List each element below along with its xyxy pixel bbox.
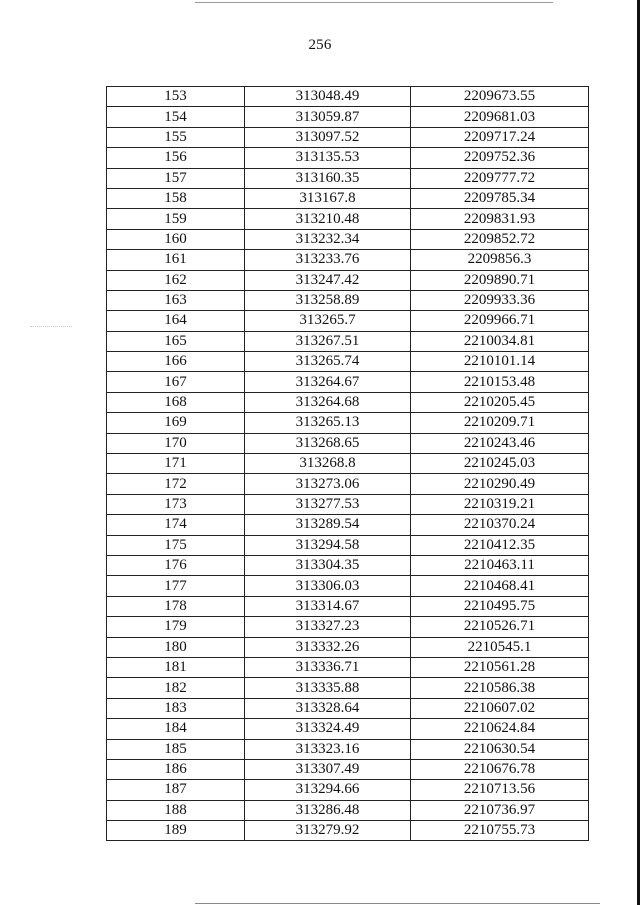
table-row xyxy=(107,127,589,147)
x-coordinate-cell: 313294.58 xyxy=(245,535,411,555)
point-number-cell: 177 xyxy=(107,576,245,596)
x-coordinate-cell: 313289.54 xyxy=(245,515,411,535)
y-coordinate-cell: 2209717.24 xyxy=(411,127,589,147)
point-number-cell: 154 xyxy=(107,107,245,127)
point-number-cell: 180 xyxy=(107,637,245,657)
table-row xyxy=(107,474,589,494)
table-row xyxy=(107,800,589,820)
page-number: 256 xyxy=(308,37,332,53)
table-row xyxy=(107,515,589,535)
point-number-cell: 179 xyxy=(107,617,245,637)
x-coordinate-cell: 313210.48 xyxy=(245,209,411,229)
point-number-cell: 174 xyxy=(107,515,245,535)
x-coordinate-cell: 313247.42 xyxy=(245,270,411,290)
x-coordinate-cell: 313323.16 xyxy=(245,739,411,759)
x-coordinate-cell: 313059.87 xyxy=(245,107,411,127)
point-number-cell: 162 xyxy=(107,270,245,290)
table-row xyxy=(107,821,589,841)
y-coordinate-cell: 2210468.41 xyxy=(411,576,589,596)
coordinate-table xyxy=(106,86,589,841)
x-coordinate-cell: 313306.03 xyxy=(245,576,411,596)
y-coordinate-cell: 2210495.75 xyxy=(411,596,589,616)
point-number-cell: 155 xyxy=(107,127,245,147)
y-coordinate-cell: 2210243.46 xyxy=(411,433,589,453)
x-coordinate-cell: 313273.06 xyxy=(245,474,411,494)
x-coordinate-cell: 313268.8 xyxy=(245,454,411,474)
y-coordinate-cell: 2210630.54 xyxy=(411,739,589,759)
point-number-cell: 157 xyxy=(107,168,245,188)
y-coordinate-cell: 2209933.36 xyxy=(411,290,589,310)
table-row xyxy=(107,87,589,107)
point-number-cell: 183 xyxy=(107,698,245,718)
y-coordinate-cell: 2210526.71 xyxy=(411,617,589,637)
point-number-cell: 169 xyxy=(107,413,245,433)
x-coordinate-cell: 313264.68 xyxy=(245,392,411,412)
x-coordinate-cell: 313097.52 xyxy=(245,127,411,147)
x-coordinate-cell: 313265.7 xyxy=(245,311,411,331)
x-coordinate-cell: 313324.49 xyxy=(245,719,411,739)
top-edge-line xyxy=(195,2,553,3)
y-coordinate-cell: 2210290.49 xyxy=(411,474,589,494)
y-coordinate-cell: 2210319.21 xyxy=(411,494,589,514)
table-row xyxy=(107,617,589,637)
point-number-cell: 165 xyxy=(107,331,245,351)
y-coordinate-cell: 2210713.56 xyxy=(411,780,589,800)
table-row xyxy=(107,719,589,739)
table-row xyxy=(107,780,589,800)
y-coordinate-cell: 2209831.93 xyxy=(411,209,589,229)
x-coordinate-cell: 313232.34 xyxy=(245,229,411,249)
table-row xyxy=(107,229,589,249)
table-row xyxy=(107,576,589,596)
point-number-cell: 167 xyxy=(107,372,245,392)
point-number-cell: 171 xyxy=(107,454,245,474)
table-row xyxy=(107,678,589,698)
y-coordinate-cell: 2210586.38 xyxy=(411,678,589,698)
y-coordinate-cell: 2210209.71 xyxy=(411,413,589,433)
table-row xyxy=(107,372,589,392)
table-row xyxy=(107,555,589,575)
point-number-cell: 187 xyxy=(107,780,245,800)
point-number-cell: 153 xyxy=(107,87,245,107)
point-number-cell: 185 xyxy=(107,739,245,759)
x-coordinate-cell: 313277.53 xyxy=(245,494,411,514)
x-coordinate-cell: 313327.23 xyxy=(245,617,411,637)
y-coordinate-cell: 2210412.35 xyxy=(411,535,589,555)
y-coordinate-cell: 2210755.73 xyxy=(411,821,589,841)
table-row xyxy=(107,739,589,759)
table-row xyxy=(107,454,589,474)
y-coordinate-cell: 2209852.72 xyxy=(411,229,589,249)
point-number-cell: 188 xyxy=(107,800,245,820)
y-coordinate-cell: 2210561.28 xyxy=(411,657,589,677)
point-number-cell: 189 xyxy=(107,821,245,841)
x-coordinate-cell: 313267.51 xyxy=(245,331,411,351)
scan-artifact xyxy=(30,326,72,328)
point-number-cell: 170 xyxy=(107,433,245,453)
x-coordinate-cell: 313328.64 xyxy=(245,698,411,718)
x-coordinate-cell: 313264.67 xyxy=(245,372,411,392)
point-number-cell: 184 xyxy=(107,719,245,739)
point-number-cell: 160 xyxy=(107,229,245,249)
table-row xyxy=(107,148,589,168)
table-row xyxy=(107,494,589,514)
y-coordinate-cell: 2209752.36 xyxy=(411,148,589,168)
table-row xyxy=(107,209,589,229)
table-row xyxy=(107,637,589,657)
point-number-cell: 166 xyxy=(107,352,245,372)
point-number-cell: 168 xyxy=(107,392,245,412)
y-coordinate-cell: 2209890.71 xyxy=(411,270,589,290)
table-row xyxy=(107,290,589,310)
y-coordinate-cell: 2209966.71 xyxy=(411,311,589,331)
y-coordinate-cell: 2210034.81 xyxy=(411,331,589,351)
y-coordinate-cell: 2210624.84 xyxy=(411,719,589,739)
point-number-cell: 181 xyxy=(107,657,245,677)
x-coordinate-cell: 313265.13 xyxy=(245,413,411,433)
x-coordinate-cell: 313167.8 xyxy=(245,188,411,208)
y-coordinate-cell: 2209673.55 xyxy=(411,87,589,107)
x-coordinate-cell: 313294.66 xyxy=(245,780,411,800)
point-number-cell: 163 xyxy=(107,290,245,310)
x-coordinate-cell: 313332.26 xyxy=(245,637,411,657)
y-coordinate-cell: 2210463.11 xyxy=(411,555,589,575)
y-coordinate-cell: 2210205.45 xyxy=(411,392,589,412)
y-coordinate-cell: 2210736.97 xyxy=(411,800,589,820)
table-row xyxy=(107,311,589,331)
point-number-cell: 176 xyxy=(107,555,245,575)
y-coordinate-cell: 2209856.3 xyxy=(411,250,589,270)
y-coordinate-cell: 2210607.02 xyxy=(411,698,589,718)
table-row xyxy=(107,759,589,779)
x-coordinate-cell: 313314.67 xyxy=(245,596,411,616)
table-row xyxy=(107,433,589,453)
point-number-cell: 175 xyxy=(107,535,245,555)
x-coordinate-cell: 313265.74 xyxy=(245,352,411,372)
point-number-cell: 159 xyxy=(107,209,245,229)
point-number-cell: 172 xyxy=(107,474,245,494)
y-coordinate-cell: 2210545.1 xyxy=(411,637,589,657)
y-coordinate-cell: 2210676.78 xyxy=(411,759,589,779)
table-row xyxy=(107,698,589,718)
table-row xyxy=(107,657,589,677)
x-coordinate-cell: 313304.35 xyxy=(245,555,411,575)
x-coordinate-cell: 313336.71 xyxy=(245,657,411,677)
x-coordinate-cell: 313279.92 xyxy=(245,821,411,841)
table-row xyxy=(107,270,589,290)
y-coordinate-cell: 2209785.34 xyxy=(411,188,589,208)
x-coordinate-cell: 313335.88 xyxy=(245,678,411,698)
table-row xyxy=(107,413,589,433)
x-coordinate-cell: 313268.65 xyxy=(245,433,411,453)
y-coordinate-cell: 2210101.14 xyxy=(411,352,589,372)
x-coordinate-cell: 313286.48 xyxy=(245,800,411,820)
coordinate-table-body xyxy=(107,87,589,841)
point-number-cell: 164 xyxy=(107,311,245,331)
x-coordinate-cell: 313233.76 xyxy=(245,250,411,270)
table-row xyxy=(107,392,589,412)
x-coordinate-cell: 313048.49 xyxy=(245,87,411,107)
table-row xyxy=(107,188,589,208)
y-coordinate-cell: 2209777.72 xyxy=(411,168,589,188)
x-coordinate-cell: 313258.89 xyxy=(245,290,411,310)
bottom-edge-line xyxy=(195,903,600,904)
y-coordinate-cell: 2209681.03 xyxy=(411,107,589,127)
point-number-cell: 182 xyxy=(107,678,245,698)
table-row xyxy=(107,535,589,555)
table-row xyxy=(107,331,589,351)
point-number-cell: 156 xyxy=(107,148,245,168)
point-number-cell: 158 xyxy=(107,188,245,208)
point-number-cell: 178 xyxy=(107,596,245,616)
y-coordinate-cell: 2210370.24 xyxy=(411,515,589,535)
point-number-cell: 186 xyxy=(107,759,245,779)
table-row xyxy=(107,107,589,127)
x-coordinate-cell: 313160.35 xyxy=(245,168,411,188)
table-row xyxy=(107,596,589,616)
point-number-cell: 173 xyxy=(107,494,245,514)
point-number-cell: 161 xyxy=(107,250,245,270)
x-coordinate-cell: 313307.49 xyxy=(245,759,411,779)
x-coordinate-cell: 313135.53 xyxy=(245,148,411,168)
table-row xyxy=(107,250,589,270)
y-coordinate-cell: 2210245.03 xyxy=(411,454,589,474)
y-coordinate-cell: 2210153.48 xyxy=(411,372,589,392)
table-row xyxy=(107,168,589,188)
table-row xyxy=(107,352,589,372)
